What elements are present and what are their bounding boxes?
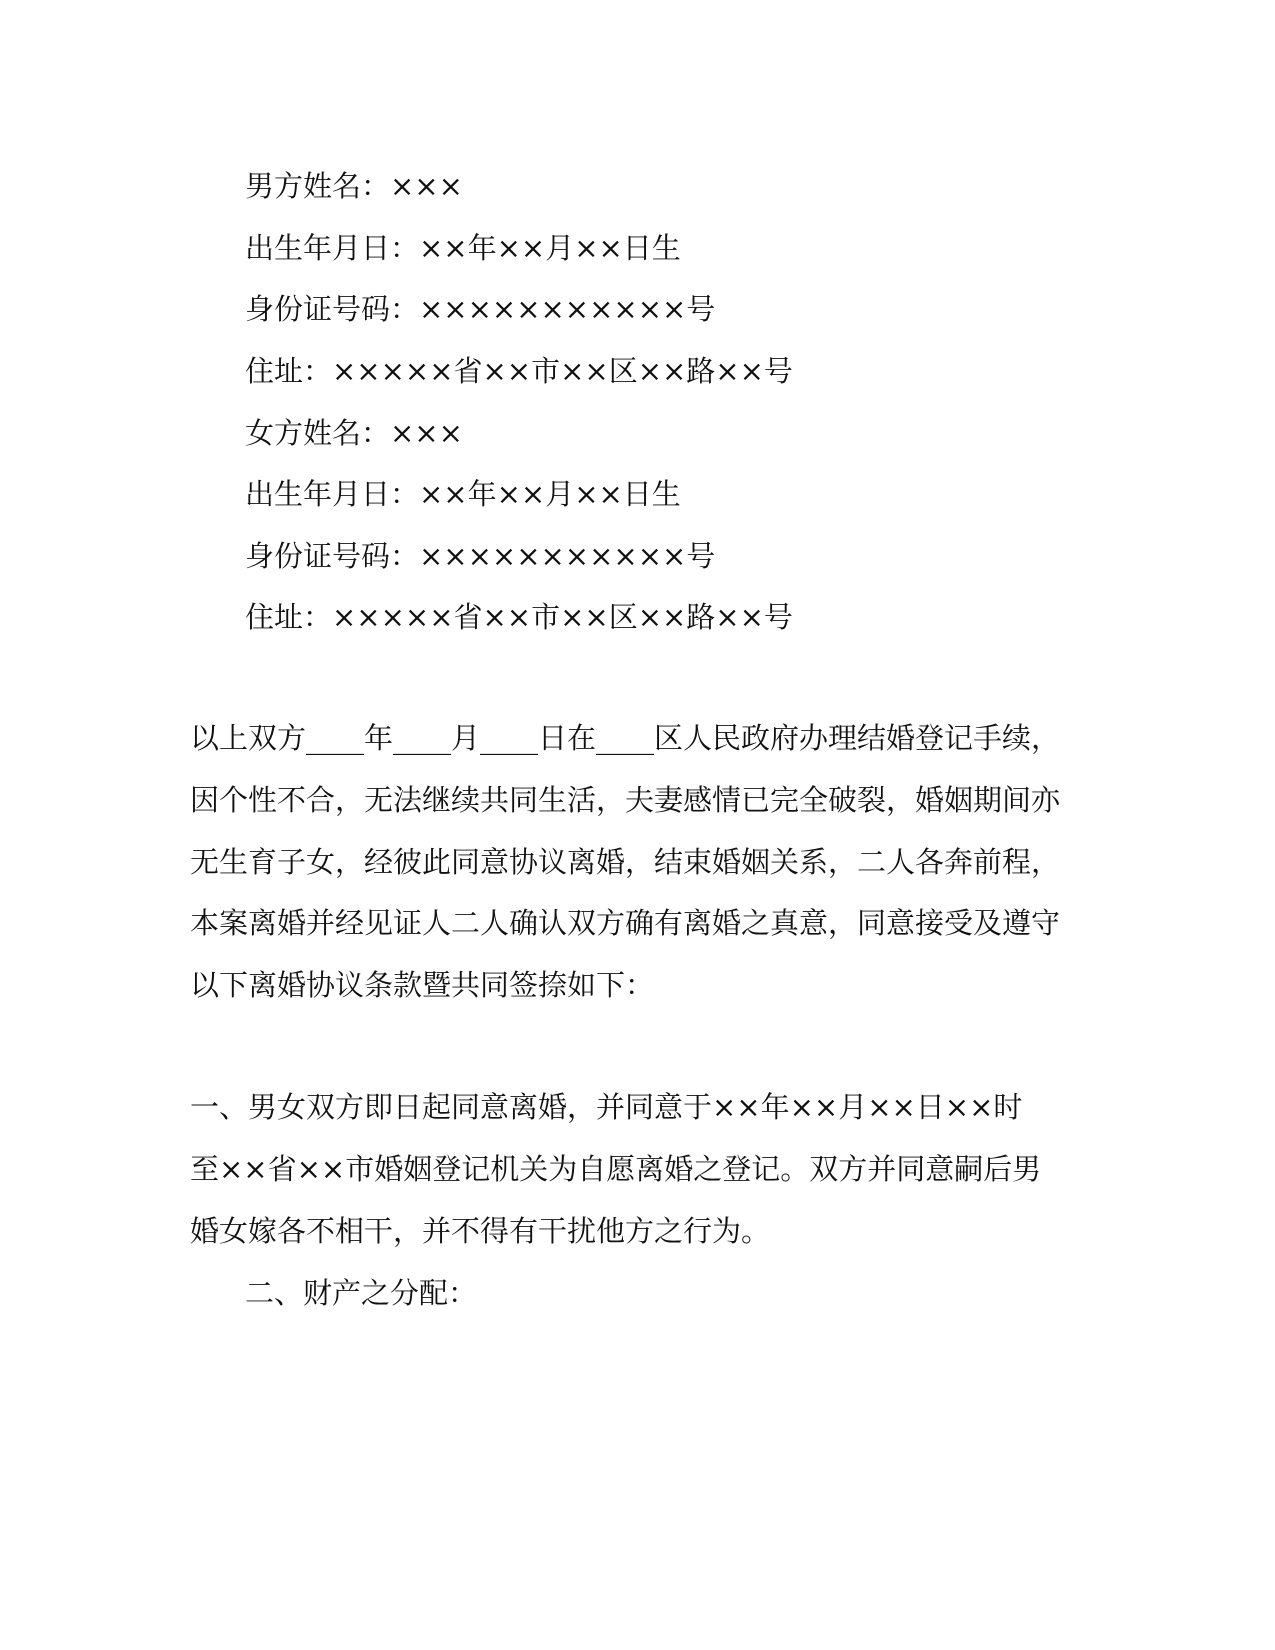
female-id: 身份证号码：×××××××××××号 [245,539,716,573]
intro-line: 以下离婚协议条款暨共同签捺如下： [190,968,655,1002]
intro-line: 无生育子女，经彼此同意协议离婚，结束婚姻关系，二人各奔前程， [190,845,1061,879]
female-address: 住址：×××××省××市××区××路××号 [245,600,793,634]
intro-line: 因个性不合，无法继续共同生活，夫妻感情已完全破裂，婚姻期间亦 [190,783,1061,817]
male-birth: 出生年月日：××年××月××日生 [245,231,681,265]
female-name: 女方姓名：××× [245,416,463,450]
female-birth: 出生年月日：××年××月××日生 [245,477,681,511]
clause1-line: 一、男女双方即日起同意离婚，并同意于××年××月××日××时 [190,1090,1023,1124]
male-id: 身份证号码：×××××××××××号 [245,292,716,326]
clause2-heading: 二、财产之分配： [245,1276,478,1310]
intro-line: 本案离婚并经见证人二人确认双方确有离婚之真意，同意接受及遵守 [190,906,1061,940]
clause1-line: 至××省××市婚姻登记机关为自愿离婚之登记。双方并同意嗣后男 [190,1152,1042,1186]
intro-line: 以上双方____年____月____日在____区人民政府办理结婚登记手续， [190,721,1061,755]
male-address: 住址：×××××省××市××区××路××号 [245,354,793,388]
male-name: 男方姓名：××× [245,169,463,203]
clause1-line: 婚女嫁各不相干，并不得有干扰他方之行为。 [190,1214,771,1248]
